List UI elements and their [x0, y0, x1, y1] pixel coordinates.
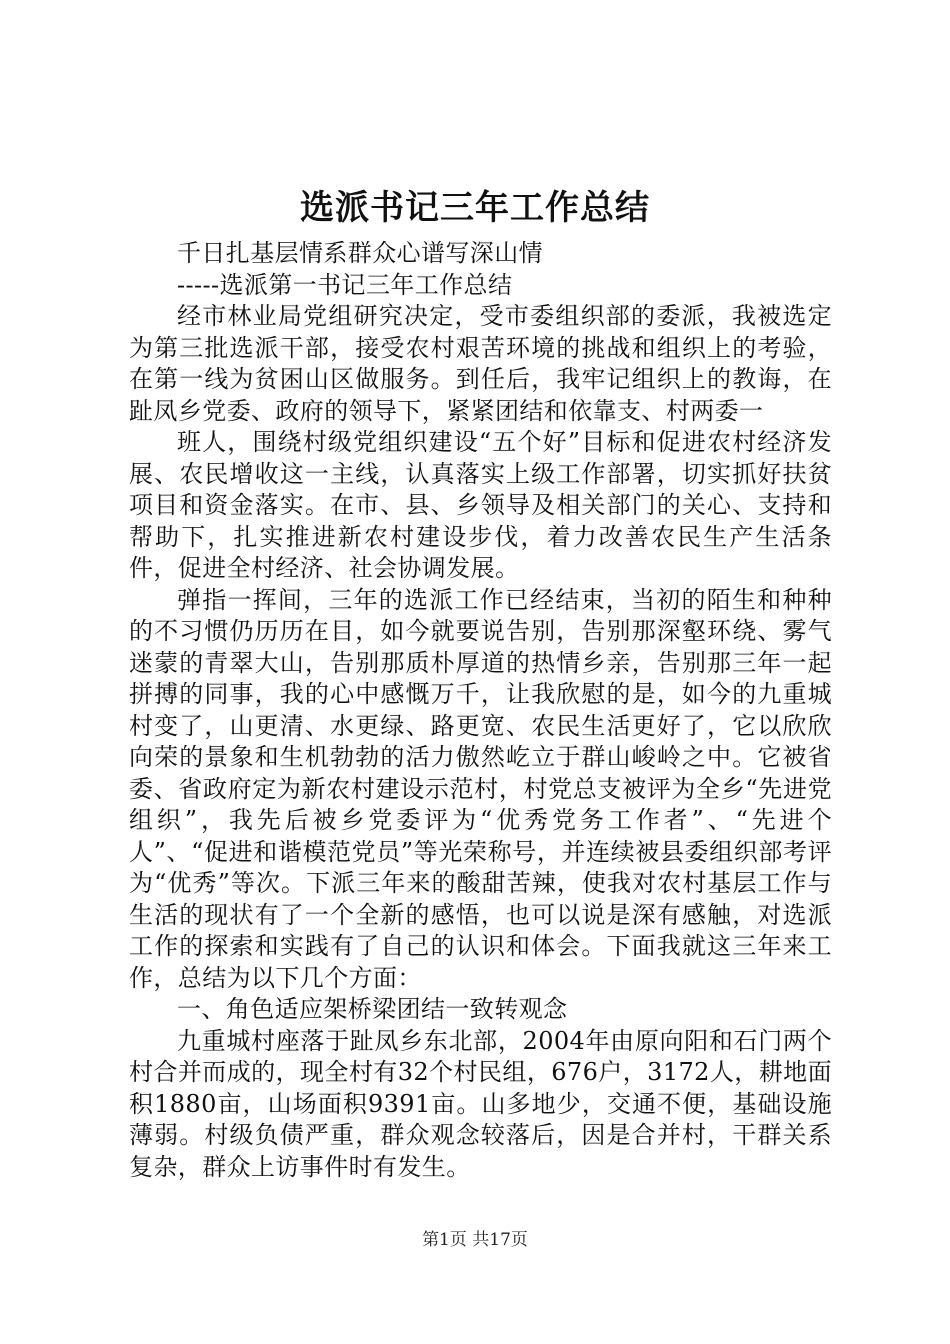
paragraph: 班人，围绕村级党组织建设“五个好”目标和促进农村经济发展、农民增收这一主线，认真落实上级工作部署，切实抓好扶贫项目和资金落实。在市、县、乡领导及相关部门的关心、支持和帮助下，扎实推进新农村建设步伐，着力改善农民生产生活条件，促进全村经济、社会协调发展。: [129, 428, 832, 582]
document-body: [129, 238, 832, 1183]
paragraph: 经市林业局党组研究决定，受市委组织部的委派，我被选定为第三批选派干部，接受农村艰苦环境的挑战和组织上的考验，在第一线为贫困山区做服务。到任后，我牢记组织上的教诲，在趾凤乡党委、政府的领导下，紧紧团结和依靠支、村两委一: [129, 302, 832, 425]
subtitle-dash-line: -----选派第一书记三年工作总结: [177, 270, 513, 299]
page-footer: 第1页 共17页: [422, 1230, 528, 1250]
document-title: 选派书记三年工作总结: [300, 188, 650, 228]
section-heading: 一、角色适应架桥梁团结一致转观念: [177, 995, 568, 1023]
paragraph: 九重城村座落于趾凤乡东北部，2004年由原向阳和石门两个村合并而成的，现全村有32个村民组，676户，3172人，耕地面积1880亩，山场面积9391亩。山多地少，交通不便，基础设施薄弱。村级负债严重，群众观念较落后，因是合并村，干群关系复杂，群众上访事件时有发生。: [129, 1026, 832, 1181]
paragraph: 弹指一挥间，三年的选派工作已经结束，当初的陌生和种种的不习惯仍历历在目，如今就要说告别，告别那深壑环绕、雾气迷蒙的青翠大山，告别那质朴厚道的热情乡亲，告别那三年一起拼搏的同事，我的心中感慨万千，让我欣慰的是，如今的九重城村变了，山更清、水更绿、路更宽、农民生活更好了，它以欣欣向荣的景象和生机勃勃的活力傲然屹立于群山峻岭之中。它被省委、省政府定为新农村建设示范村，村党总支被评为全乡“先进党组织”，我先后被乡党委评为“优秀党务工作者”、“先进个人”、“促进和谐模范党员”等光荣称号，并连续被县委组织部考评为“优秀”等次。下派三年来的酸甜苦辣，使我对农村基层工作与生活的现状有了一个全新的感悟，也可以说是深有感触，对选派工作的探索和实践有了自己的认识和体会。下面我就这三年来工作，总结为以下几个方面：: [129, 585, 832, 992]
subtitle-line: 千日扎基层情系群众心谱写深山情: [177, 239, 543, 267]
